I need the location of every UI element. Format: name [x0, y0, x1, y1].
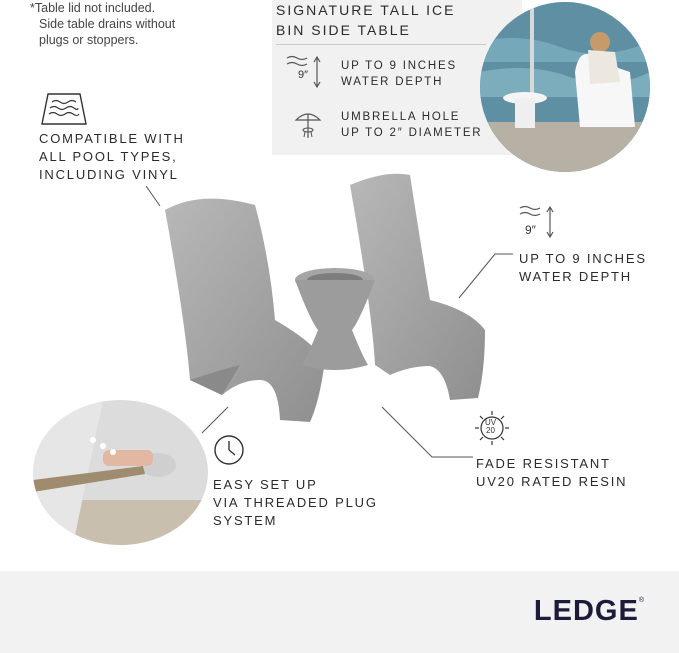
- depth-arrow-icon-large: [518, 204, 558, 240]
- note-line-2: Side table drains without: [39, 17, 176, 31]
- pool-types-text: COMPATIBLE WITH ALL POOL TYPES, INCLUDING VINYL: [39, 131, 185, 182]
- depth-badge-small: 9″: [298, 69, 309, 81]
- notes: [30, 0, 230, 48]
- brand-logo: LEDGE®: [533, 595, 645, 627]
- water-depth-text: UP TO 9 INCHES WATER DEPTH: [519, 251, 647, 284]
- pool-icon: [40, 92, 88, 126]
- pool-lifestyle-photo: [480, 2, 650, 172]
- note-asterisk: *: [30, 1, 35, 15]
- plug-leader-line: [200, 405, 230, 435]
- water-depth-leader-line: [455, 252, 515, 302]
- plug-closeup-photo: [33, 400, 208, 545]
- uv-badge-top: UV: [485, 418, 497, 427]
- setup-text: EASY SET UP VIA THREADED PLUG SYSTEM: [213, 477, 378, 528]
- note-line-3: plugs or stoppers.: [39, 33, 139, 47]
- uv-text: FADE RESISTANT UV20 RATED RESIN: [476, 456, 628, 489]
- registered-mark: ®: [638, 597, 645, 604]
- umbrella-icon: [294, 110, 322, 140]
- umbrella-text: UMBRELLA HOLE UP TO 2″ DIAMETER: [341, 111, 483, 139]
- side-table-depth-text: UP TO 9 INCHES WATER DEPTH: [341, 60, 457, 88]
- depth-badge-large: 9″: [525, 223, 536, 237]
- panel-divider: [276, 44, 486, 45]
- side-table-title: SIGNATURE TALL ICE BIN SIDE TABLE: [276, 2, 456, 38]
- footer-bar: [0, 571, 679, 653]
- uv-badge-bottom: 20: [486, 426, 495, 435]
- note-line-1: *Table lid not included.: [30, 1, 156, 15]
- clock-icon: [213, 434, 245, 466]
- uv-leader-line: [380, 405, 475, 465]
